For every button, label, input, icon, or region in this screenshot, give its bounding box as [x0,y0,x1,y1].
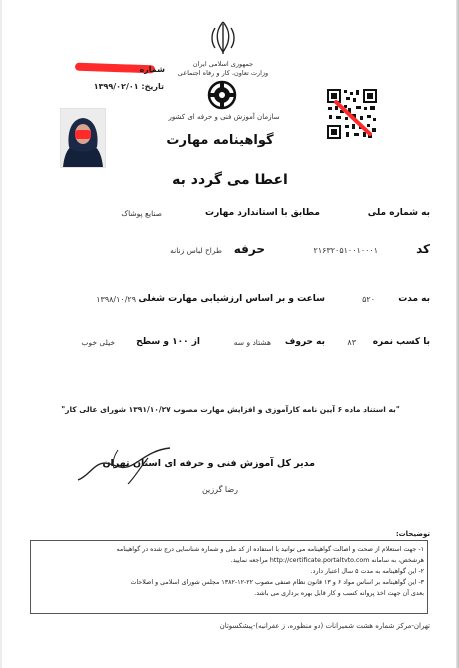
scan-edge-left [0,0,2,668]
country-name: جمهوری اسلامی ایران [192,60,254,68]
signer-name: رضا گرزین [201,485,239,494]
score-value: ۸۳ [347,338,356,347]
standard-value: صنایع پوشاک [121,209,162,218]
code-value: ۲۱۶۳۲۰۵۱۰۰۱۰۰۰۱ [313,246,378,255]
hours-text: ساعت و بر اساس ارزشیابی مهارت شغلی [138,294,325,304]
note-line-2: هرشخص، به سامانه http://certificate.portaltvto.com مراجعه نمایید. [230,557,424,564]
legal-basis-quote: "به استناد ماده ۶ آیین نامه کارآموزی و افزایش مهارت مصوب ۱۳۹۱/۱۰/۲۷ شورای عالی کار" [61,405,400,414]
qr-code-icon [326,88,378,140]
certificate-subtitle: اعطا می گردد به [172,172,288,188]
address-line: تهران-مرکز شماره هشت شمیرانات (دو منظوره، ز عفرانیه)-پیشکسوتان [219,622,430,630]
note-line-1: ۱- جهت استعلام از صحت و اصالت گواهینامه می توانید با استفاده از کد ملی و شماره شناسایی درج شده در گواهینامه [116,546,424,553]
number-label: شماره [139,65,165,74]
certificate-title: گواهینامه مهارت [166,133,274,148]
note-line-3: ۲- این گواهینامه به مدت ۵ سال اعتبار دارد. [310,568,424,575]
note-line-4: ۳- این گواهینامه بر اساس مواد ۶ و ۱۳ قانون نظام صنفی مصوب ۲۲-۱۲-۱۳۸۲ مجلس شورای اسلامی و اصلاحات [130,579,424,586]
out-of-text: از ۱۰۰ و سطح [136,337,200,347]
director-title: مدیر کل آموزش فنی و حرفه ای استان تهران [102,458,315,469]
duration-label: به مدت [398,294,430,304]
level-value: خیلی خوب [81,338,115,347]
national-id-label: به شماره ملی [367,208,430,218]
iran-emblem-icon [206,18,240,58]
score-words-label: به حروف [284,337,325,347]
score-words: هشتاد و سه [233,338,271,347]
standard-label: مطابق با استاندارد مهارت [205,208,320,218]
notes-title: توضیحات: [395,530,430,538]
profession-label: حرفه [233,242,265,256]
code-label: کد [416,242,430,256]
date-label: تاریخ: ۱۳۹۹/۰۲/۰۱ [93,82,164,91]
tvto-logo-icon [207,80,237,110]
signature-mark-icon [70,438,180,488]
ministry-name: وزارت تعاون، کار و رفاه اجتماعی [177,69,269,77]
duration-value: ۵۲۰ [362,295,375,304]
score-label: با کسب نمره [372,337,430,347]
profession-value: طراح لباس زنانه [170,246,222,255]
organization-name: سازمان آموزش فنی و حرفه ای کشور [168,113,280,121]
note-line-5: بعدی آن جهت اخذ پروانه کسب و کار قابل بهره برداری می باشد. [254,590,424,597]
applicant-photo [60,108,106,168]
evaluation-date: ۱۳۹۸/۱۰/۲۹ [96,295,136,304]
